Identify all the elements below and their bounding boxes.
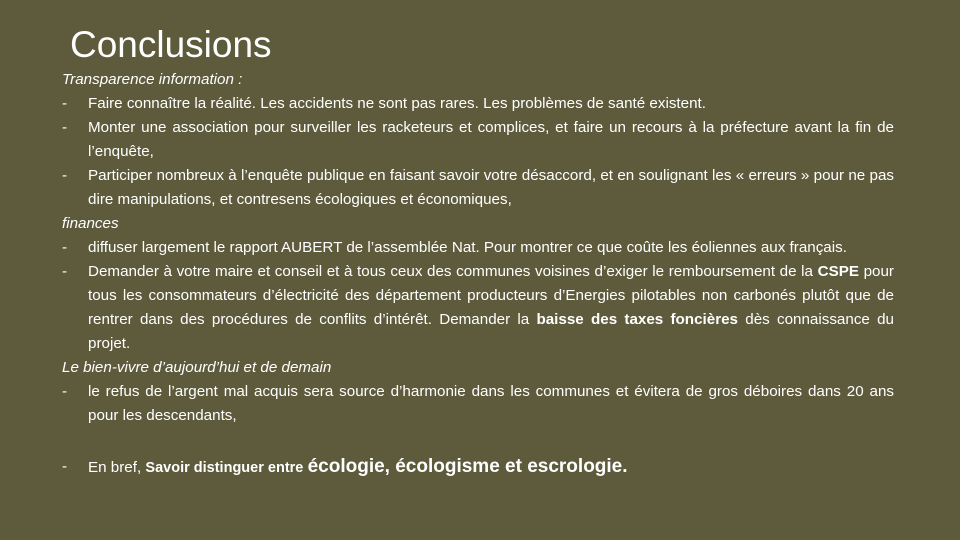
list-item xyxy=(62,116,894,164)
conclusion-middle: Savoir distinguer entre xyxy=(145,460,304,476)
list-item-text: dès connaissance du projet. xyxy=(88,311,894,352)
bullet-dash: - xyxy=(62,383,68,400)
section-heading-transparence: Transparence information : xyxy=(62,71,243,88)
conclusion-emphasis: écologie, écologisme et escrologie. xyxy=(307,456,628,477)
list-item-text: Demander à votre maire et conseil et à tous ceux des communes voisines d’exiger le remboursement de la xyxy=(88,263,818,280)
bullet-dash: - xyxy=(62,263,68,280)
list-item-text: Faire connaître la réalité. Les accidents ne sont pas rares. Les problèmes de santé existent. xyxy=(88,95,706,112)
conclusion-prefix: En bref, xyxy=(88,459,142,476)
list-item xyxy=(62,260,894,356)
list-item xyxy=(62,236,894,260)
bullet-dash: - xyxy=(62,239,68,256)
slide-title: Conclusions xyxy=(70,24,272,65)
slide-content xyxy=(62,68,894,483)
bullet-dash: - xyxy=(62,119,68,136)
list-item-text: Participer nombreux à l’enquête publique en faisant savoir votre désaccord, et en soulignant les « erreurs » pour ne pas dire manipulations, et contresens écologiques et économiques, xyxy=(88,167,894,208)
list-item xyxy=(62,164,894,212)
bullet-dash: - xyxy=(62,167,68,184)
conclusion-line xyxy=(62,452,894,483)
list-item xyxy=(62,92,894,116)
list-item-text: le refus de l’argent mal acquis sera source d’harmonie dans les communes et évitera de gros déboires dans 20 ans pour les descendants, xyxy=(88,383,894,424)
section-heading-finances: finances xyxy=(62,215,119,232)
bullet-dash: - xyxy=(62,458,68,475)
bullet-dash: - xyxy=(62,95,68,112)
list-item-text: diffuser largement le rapport AUBERT de l’assemblée Nat. Pour montrer ce que coûte les éoliennes aux français. xyxy=(88,239,847,256)
spacer xyxy=(62,428,894,452)
list-item-text: Monter une association pour surveiller les racketeurs et complices, et faire un recours à la préfecture avant la fin de l’enquête, xyxy=(88,119,894,160)
list-item-text-bold: CSPE xyxy=(817,263,859,280)
list-item xyxy=(62,380,894,428)
list-item-text-bold: baisse des taxes foncières xyxy=(536,311,739,328)
list-item-text: pour tous les consommateurs d’électricité des département producteurs d’Energies pilotables non carbonés plutôt que de rentrer dans des procédures de conflits d’intérêt. Demander la xyxy=(88,263,894,328)
section-heading-bien-vivre: Le bien-vivre d’aujourd’hui et de demain xyxy=(62,359,332,376)
